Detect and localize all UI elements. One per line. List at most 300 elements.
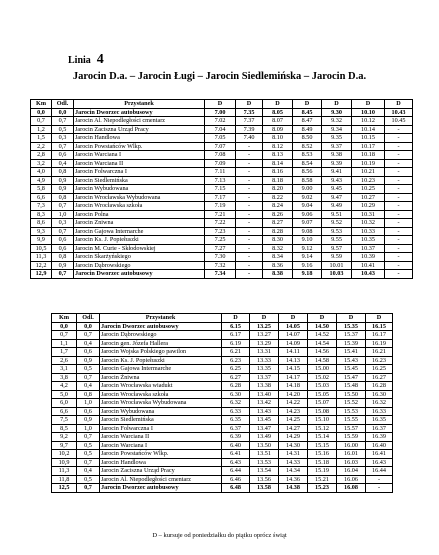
distance-cell: 12,9 bbox=[31, 270, 52, 279]
distance-cell: 9,7 bbox=[52, 441, 77, 450]
time-cell: - bbox=[385, 253, 413, 262]
time-cell: 10.37 bbox=[352, 244, 385, 253]
table-row bbox=[31, 134, 413, 143]
distance-cell: 0,8 bbox=[52, 168, 74, 177]
time-cell: 16.44 bbox=[366, 467, 393, 476]
time-cell: - bbox=[236, 236, 263, 245]
table-row bbox=[31, 253, 413, 262]
distance-cell: 7,5 bbox=[52, 416, 77, 425]
time-cell: 10.17 bbox=[352, 142, 385, 151]
time-cell: 9.30 bbox=[322, 108, 352, 117]
time-cell: 15.45 bbox=[337, 365, 366, 374]
distance-cell: 0,9 bbox=[52, 185, 74, 194]
time-cell: 16.25 bbox=[366, 365, 393, 374]
time-cell: 7.02 bbox=[205, 117, 236, 126]
stop-name-cell: Jarocin Zniwna bbox=[74, 219, 205, 228]
distance-cell: 10,9 bbox=[52, 458, 77, 467]
time-cell: 6.40 bbox=[222, 441, 250, 450]
time-cell: 9.32 bbox=[322, 117, 352, 126]
table-row bbox=[52, 331, 393, 340]
time-cell: 14.25 bbox=[279, 416, 308, 425]
table-row bbox=[31, 159, 413, 168]
distance-cell: 6,6 bbox=[52, 407, 77, 416]
table-row bbox=[31, 236, 413, 245]
table-row bbox=[31, 244, 413, 253]
stop-name-cell: Jarocin Wojska Polskiego pawilon bbox=[100, 348, 222, 357]
distance-cell: 0,5 bbox=[77, 450, 100, 459]
time-cell: - bbox=[385, 202, 413, 211]
distance-cell: 0,7 bbox=[52, 331, 77, 340]
time-cell: 14.17 bbox=[279, 373, 308, 382]
distance-cell: 11,3 bbox=[31, 253, 52, 262]
time-cell: 9.53 bbox=[322, 227, 352, 236]
time-cell: 7.23 bbox=[205, 227, 236, 236]
distance-cell: 0,7 bbox=[77, 458, 100, 467]
time-cell: - bbox=[385, 193, 413, 202]
time-cell: 15.03 bbox=[308, 382, 337, 391]
table-row bbox=[52, 322, 393, 331]
distance-cell: 4,0 bbox=[31, 168, 52, 177]
time-cell: 6.19 bbox=[222, 339, 250, 348]
time-cell: 13.50 bbox=[250, 441, 279, 450]
time-cell: 6.23 bbox=[222, 356, 250, 365]
distance-cell: 0,9 bbox=[52, 176, 74, 185]
time-cell: 8.52 bbox=[293, 142, 322, 151]
time-cell: 14.58 bbox=[308, 356, 337, 365]
time-cell: 16.19 bbox=[366, 339, 393, 348]
table-row bbox=[31, 176, 413, 185]
time-cell: 15.08 bbox=[308, 407, 337, 416]
stop-name-cell: Jarocin Folwarczna I bbox=[74, 168, 205, 177]
stop-name-cell: Jarocin Ks. J. Popiełuszki bbox=[100, 356, 222, 365]
stop-name-cell: Jarocin Dworzec autobusowy bbox=[74, 270, 205, 279]
table-row bbox=[31, 193, 413, 202]
time-cell: 10.12 bbox=[352, 117, 385, 126]
stop-name-cell: Jarocin Folwarczna I bbox=[100, 424, 222, 433]
time-cell: 7.21 bbox=[205, 210, 236, 219]
time-cell: 6.39 bbox=[222, 433, 250, 442]
time-cell: 7.32 bbox=[205, 261, 236, 270]
time-cell: 15.48 bbox=[337, 382, 366, 391]
distance-cell: 6,0 bbox=[52, 399, 77, 408]
table-row bbox=[52, 484, 393, 493]
distance-cell: 0,7 bbox=[77, 433, 100, 442]
time-cell: 6.17 bbox=[222, 331, 250, 340]
time-cell: - bbox=[236, 176, 263, 185]
distance-cell: 0,9 bbox=[77, 356, 100, 365]
time-cell: 8.50 bbox=[293, 134, 322, 143]
column-header: D bbox=[279, 314, 308, 323]
time-cell: 9.57 bbox=[322, 244, 352, 253]
column-header: Km bbox=[31, 100, 52, 109]
distance-cell: 11,8 bbox=[52, 475, 77, 484]
time-cell: - bbox=[385, 219, 413, 228]
timetable-2 bbox=[51, 313, 393, 493]
stop-name-cell: Jarocin Skarżyńskiego bbox=[74, 253, 205, 262]
time-cell: 15.02 bbox=[308, 373, 337, 382]
time-cell: 6.37 bbox=[222, 424, 250, 433]
time-cell: - bbox=[385, 159, 413, 168]
time-cell: 9.18 bbox=[293, 270, 322, 279]
time-cell: 15.35 bbox=[337, 322, 366, 331]
distance-cell: 0,9 bbox=[77, 416, 100, 425]
time-cell: 8.26 bbox=[263, 210, 293, 219]
distance-cell: 0,7 bbox=[52, 117, 74, 126]
distance-cell: 0,7 bbox=[31, 117, 52, 126]
time-cell: 14.34 bbox=[279, 467, 308, 476]
stop-name-cell: Jarocin Dąbrowskiego bbox=[100, 331, 222, 340]
distance-cell: 0,4 bbox=[52, 159, 74, 168]
table-row bbox=[31, 270, 413, 279]
stop-name-cell: Jarocin Zaciszna Urząd Pracy bbox=[74, 125, 205, 134]
distance-cell: 0,9 bbox=[52, 261, 74, 270]
time-cell: - bbox=[385, 236, 413, 245]
time-cell: 14.29 bbox=[279, 433, 308, 442]
time-cell: 16.06 bbox=[337, 475, 366, 484]
time-cell: 7.08 bbox=[205, 151, 236, 160]
distance-cell: 1,1 bbox=[52, 339, 77, 348]
table-header-row bbox=[31, 100, 413, 109]
time-cell: 6.33 bbox=[222, 407, 250, 416]
time-cell: 15.19 bbox=[308, 467, 337, 476]
time-cell: 7.19 bbox=[205, 202, 236, 211]
time-cell: 8.36 bbox=[263, 261, 293, 270]
distance-cell: 1,7 bbox=[52, 348, 77, 357]
time-cell: 13.33 bbox=[250, 356, 279, 365]
time-cell: 8.24 bbox=[263, 202, 293, 211]
distance-cell: 10,5 bbox=[31, 244, 52, 253]
table-row bbox=[52, 467, 393, 476]
distance-cell: 0,0 bbox=[77, 322, 100, 331]
table-row bbox=[31, 142, 413, 151]
time-cell: 7.15 bbox=[205, 185, 236, 194]
time-cell: 8.53 bbox=[293, 151, 322, 160]
distance-cell: 0,6 bbox=[52, 236, 74, 245]
distance-cell: 8,3 bbox=[31, 210, 52, 219]
time-cell: 6.41 bbox=[222, 450, 250, 459]
table-row bbox=[52, 399, 393, 408]
time-cell: 8.12 bbox=[263, 142, 293, 151]
time-cell: 14.15 bbox=[279, 365, 308, 374]
time-cell: 10.45 bbox=[385, 117, 413, 126]
time-cell: 9.08 bbox=[293, 227, 322, 236]
table-row bbox=[31, 168, 413, 177]
stop-name-cell: Jarocin Ks. J. Popiełuszki bbox=[74, 236, 205, 245]
time-cell: 15.47 bbox=[337, 373, 366, 382]
time-cell: 9.49 bbox=[322, 202, 352, 211]
time-cell: 15.52 bbox=[337, 399, 366, 408]
distance-cell: 9,2 bbox=[52, 433, 77, 442]
time-cell: 13.37 bbox=[250, 373, 279, 382]
column-header: D bbox=[322, 100, 352, 109]
table-row bbox=[52, 390, 393, 399]
time-cell: 7.09 bbox=[205, 159, 236, 168]
column-header: D bbox=[222, 314, 250, 323]
footnote: D – kursuje od poniedziałku do piątku oprócz świąt bbox=[152, 532, 287, 539]
column-header: D bbox=[385, 100, 413, 109]
time-cell: - bbox=[385, 244, 413, 253]
time-cell: 7.13 bbox=[205, 176, 236, 185]
distance-cell: 5,8 bbox=[31, 185, 52, 194]
time-cell: 13.29 bbox=[250, 339, 279, 348]
time-cell: 13.47 bbox=[250, 424, 279, 433]
stop-name-cell: Jarocin Gajowa Intermarche bbox=[100, 365, 222, 374]
time-cell: - bbox=[385, 261, 413, 270]
time-cell: 7.04 bbox=[205, 125, 236, 134]
column-header: D bbox=[205, 100, 236, 109]
time-cell: 15.15 bbox=[308, 441, 337, 450]
table-row bbox=[52, 382, 393, 391]
table-row bbox=[52, 348, 393, 357]
time-cell: 15.23 bbox=[308, 484, 337, 493]
stop-name-cell: Jarocin Warciana II bbox=[74, 159, 205, 168]
distance-cell: 4,9 bbox=[31, 176, 52, 185]
time-cell: 10.10 bbox=[352, 108, 385, 117]
time-cell: 13.53 bbox=[250, 458, 279, 467]
table-row bbox=[31, 202, 413, 211]
time-cell: 14.33 bbox=[279, 458, 308, 467]
distance-cell: 11,3 bbox=[52, 467, 77, 476]
time-cell: 7.00 bbox=[205, 108, 236, 117]
time-cell: 10.23 bbox=[352, 176, 385, 185]
time-cell: 7.22 bbox=[205, 219, 236, 228]
distance-cell: 0,7 bbox=[52, 142, 74, 151]
time-cell: 9.16 bbox=[293, 261, 322, 270]
line-number: 4 bbox=[96, 52, 104, 67]
time-cell: 8.28 bbox=[263, 227, 293, 236]
time-cell: - bbox=[236, 159, 263, 168]
time-cell: 15.43 bbox=[337, 356, 366, 365]
time-cell: 13.42 bbox=[250, 399, 279, 408]
distance-cell: 0,5 bbox=[77, 475, 100, 484]
time-cell: 8.56 bbox=[293, 168, 322, 177]
time-cell: 13.54 bbox=[250, 467, 279, 476]
column-header: Km bbox=[52, 314, 77, 323]
time-cell: 15.53 bbox=[337, 407, 366, 416]
table-row bbox=[52, 475, 393, 484]
time-cell: 9.12 bbox=[293, 244, 322, 253]
distance-cell: 1,2 bbox=[31, 125, 52, 134]
stop-name-cell: Jarocin Powstańców Wlkp. bbox=[100, 450, 222, 459]
table-row bbox=[31, 261, 413, 270]
distance-cell: 6,6 bbox=[31, 193, 52, 202]
table-row bbox=[31, 227, 413, 236]
column-header: D bbox=[250, 314, 279, 323]
time-cell: 14.11 bbox=[279, 348, 308, 357]
time-cell: - bbox=[385, 270, 413, 279]
table-row bbox=[31, 185, 413, 194]
table-row bbox=[52, 339, 393, 348]
distance-cell: 9,3 bbox=[31, 227, 52, 236]
stop-name-cell: Jarocin gen. Józefa Hallera bbox=[100, 339, 222, 348]
time-cell: 9.10 bbox=[293, 236, 322, 245]
column-header: Odl. bbox=[77, 314, 100, 323]
distance-cell: 0,5 bbox=[77, 441, 100, 450]
time-cell: 14.50 bbox=[308, 322, 337, 331]
time-cell: - bbox=[385, 210, 413, 219]
time-cell: 13.40 bbox=[250, 390, 279, 399]
distance-cell: 7,3 bbox=[31, 202, 52, 211]
distance-cell: 0,4 bbox=[77, 467, 100, 476]
time-cell: 15.12 bbox=[308, 424, 337, 433]
time-cell: 10.41 bbox=[352, 261, 385, 270]
stop-name-cell: Jarocin Wybudowana bbox=[100, 407, 222, 416]
time-cell: 8.20 bbox=[263, 185, 293, 194]
distance-cell: 0,7 bbox=[77, 484, 100, 493]
time-cell: 16.41 bbox=[366, 450, 393, 459]
time-cell: 8.58 bbox=[293, 176, 322, 185]
time-cell: 10.33 bbox=[352, 227, 385, 236]
stop-name-cell: Jarocin Dworzec autobusowy bbox=[74, 108, 205, 117]
stop-name-cell: Jarocin Handlowa bbox=[100, 458, 222, 467]
time-cell: 8.09 bbox=[263, 125, 293, 134]
time-cell: 9.35 bbox=[322, 134, 352, 143]
time-cell: 15.05 bbox=[308, 390, 337, 399]
time-cell: - bbox=[385, 134, 413, 143]
distance-cell: 3,8 bbox=[52, 373, 77, 382]
table-row bbox=[31, 108, 413, 117]
time-cell: 9.55 bbox=[322, 236, 352, 245]
time-cell: 13.51 bbox=[250, 450, 279, 459]
distance-cell: 0,7 bbox=[77, 373, 100, 382]
time-cell: 6.35 bbox=[222, 416, 250, 425]
time-cell: 16.37 bbox=[366, 424, 393, 433]
table-row bbox=[52, 356, 393, 365]
time-cell: 13.58 bbox=[250, 484, 279, 493]
time-cell: 6.30 bbox=[222, 390, 250, 399]
table-row bbox=[52, 365, 393, 374]
stop-name-cell: Jarocin Wrocławska Wybudowana bbox=[100, 399, 222, 408]
time-cell: 16.32 bbox=[366, 399, 393, 408]
time-cell: 16.04 bbox=[337, 467, 366, 476]
time-cell: 16.08 bbox=[337, 484, 366, 493]
time-cell: 7.40 bbox=[236, 134, 263, 143]
distance-cell: 3,2 bbox=[31, 159, 52, 168]
time-cell: 16.23 bbox=[366, 356, 393, 365]
time-cell: 9.02 bbox=[293, 193, 322, 202]
time-cell: 9.47 bbox=[322, 193, 352, 202]
distance-cell: 0,0 bbox=[52, 108, 74, 117]
time-cell: 9.34 bbox=[322, 125, 352, 134]
time-cell: - bbox=[366, 475, 393, 484]
time-cell: 14.23 bbox=[279, 407, 308, 416]
stop-name-cell: Jarocin Wybudowana bbox=[74, 185, 205, 194]
time-cell: 9.39 bbox=[322, 159, 352, 168]
stop-name-cell: Jarocin Wrocławska Wybudowana bbox=[74, 193, 205, 202]
time-cell: 10.14 bbox=[352, 125, 385, 134]
time-cell: 10.43 bbox=[385, 108, 413, 117]
table-row bbox=[52, 373, 393, 382]
time-cell: 15.37 bbox=[337, 331, 366, 340]
time-cell: 9.41 bbox=[322, 168, 352, 177]
time-cell: 10.18 bbox=[352, 151, 385, 160]
timetable-1 bbox=[30, 99, 413, 279]
time-cell: 15.57 bbox=[337, 424, 366, 433]
time-cell: 16.17 bbox=[366, 331, 393, 340]
time-cell: 16.27 bbox=[366, 373, 393, 382]
time-cell: 10.15 bbox=[352, 134, 385, 143]
stop-name-cell: Jarocin Dworzec autobusowy bbox=[100, 322, 222, 331]
time-cell: 8.14 bbox=[263, 159, 293, 168]
time-cell: 7.30 bbox=[205, 253, 236, 262]
time-cell: - bbox=[236, 210, 263, 219]
time-cell: 6.44 bbox=[222, 467, 250, 476]
distance-cell: 0,6 bbox=[77, 348, 100, 357]
time-cell: 16.33 bbox=[366, 407, 393, 416]
stop-name-cell: Jarocin Wrocławska wiadukt bbox=[100, 382, 222, 391]
time-cell: 16.01 bbox=[337, 450, 366, 459]
time-cell: - bbox=[385, 151, 413, 160]
time-cell: 14.30 bbox=[279, 441, 308, 450]
time-cell: 8.34 bbox=[263, 253, 293, 262]
time-cell: 16.30 bbox=[366, 390, 393, 399]
time-cell: - bbox=[236, 185, 263, 194]
time-cell: 15.55 bbox=[337, 416, 366, 425]
distance-cell: 0,8 bbox=[52, 253, 74, 262]
time-cell: 16.15 bbox=[366, 322, 393, 331]
table-row bbox=[52, 450, 393, 459]
time-cell: - bbox=[236, 219, 263, 228]
column-header: D bbox=[308, 314, 337, 323]
time-cell: 14.27 bbox=[279, 424, 308, 433]
time-cell: 13.43 bbox=[250, 407, 279, 416]
stop-name-cell: Jarocin Wrocławska szkoła bbox=[100, 390, 222, 399]
distance-cell: 1,5 bbox=[31, 134, 52, 143]
distance-cell: 0,7 bbox=[77, 331, 100, 340]
distance-cell: 8,6 bbox=[31, 219, 52, 228]
stop-name-cell: Jarocin Zaciszna Urząd Pracy bbox=[100, 467, 222, 476]
distance-cell: 0,5 bbox=[52, 125, 74, 134]
time-cell: 8.38 bbox=[263, 270, 293, 279]
time-cell: 15.59 bbox=[337, 433, 366, 442]
stop-name-cell: Jarocin Powstańców Wlkp. bbox=[74, 142, 205, 151]
time-cell: - bbox=[385, 176, 413, 185]
column-header: Przystanek bbox=[74, 100, 205, 109]
time-cell: 14.07 bbox=[279, 331, 308, 340]
distance-cell: 0,6 bbox=[52, 244, 74, 253]
stop-name-cell: Jarocin Warciana I bbox=[74, 151, 205, 160]
time-cell: 16.21 bbox=[366, 348, 393, 357]
time-cell: 8.10 bbox=[263, 134, 293, 143]
time-cell: 14.52 bbox=[308, 331, 337, 340]
time-cell: 10.35 bbox=[352, 236, 385, 245]
time-cell: 7.35 bbox=[236, 108, 263, 117]
distance-cell: 1,0 bbox=[77, 424, 100, 433]
time-cell: 14.54 bbox=[308, 339, 337, 348]
time-cell: - bbox=[236, 151, 263, 160]
column-header: D bbox=[236, 100, 263, 109]
time-cell: 14.05 bbox=[279, 322, 308, 331]
distance-cell: 0,6 bbox=[52, 151, 74, 160]
time-cell: 14.38 bbox=[279, 484, 308, 493]
table-row bbox=[52, 407, 393, 416]
column-header: D bbox=[337, 314, 366, 323]
time-cell: 13.27 bbox=[250, 331, 279, 340]
time-cell: - bbox=[236, 253, 263, 262]
time-cell: 6.48 bbox=[222, 484, 250, 493]
time-cell: 7.27 bbox=[205, 244, 236, 253]
time-cell: 14.31 bbox=[279, 450, 308, 459]
stop-name-cell: Jarocin Dąbrowskiego bbox=[74, 261, 205, 270]
time-cell: 16.28 bbox=[366, 382, 393, 391]
distance-cell: 2,2 bbox=[31, 142, 52, 151]
time-cell: 13.45 bbox=[250, 416, 279, 425]
time-cell: 10.01 bbox=[322, 261, 352, 270]
time-cell: 8.54 bbox=[293, 159, 322, 168]
time-cell: 15.00 bbox=[308, 365, 337, 374]
time-cell: 14.20 bbox=[279, 390, 308, 399]
distance-cell: 0,8 bbox=[52, 193, 74, 202]
